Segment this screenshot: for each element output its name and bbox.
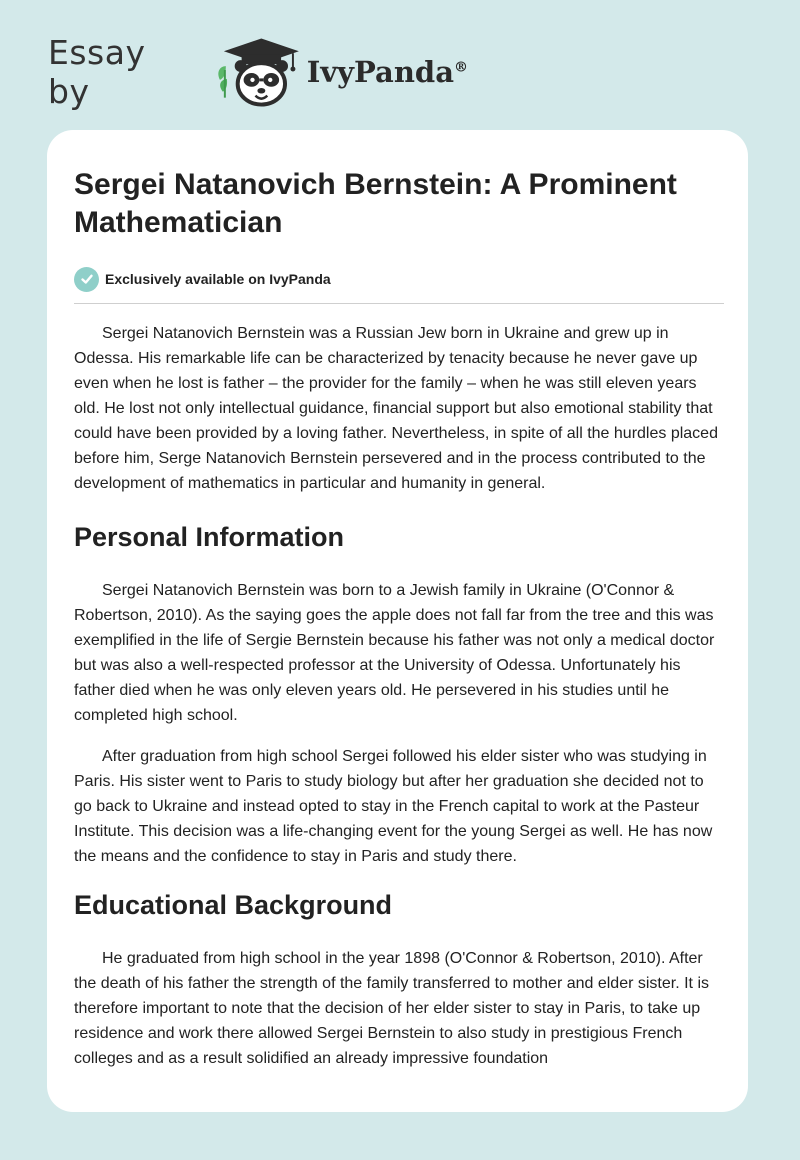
body-paragraph: Sergei Natanovich Bernstein was born to a Jewish family in Ukraine (O'Connor & Robertson, 2010). As the saying goes the apple does not fall far from the tree and this was exemplified in the life of Sergie Bernstein because his father was not only a medical doctor but was also a well-respected professor at the University of Odessa. Unfortunately his father died when he was only eleven years old. He persevered in his studies until he completed high school.	[74, 582, 715, 724]
body-paragraph: After graduation from high school Sergei followed his elder sister who was studying in Paris. His sister went to Paris to study biology but after her graduation she decided not to go back to Ukraine and instead opted to stay in the French capital to work at the Pasteur Institute. This decision was a life-changing event for the young Sergei as well. He has now the means and the confidence to stay in Paris and study there.	[74, 748, 713, 865]
exclusive-badge	[74, 266, 724, 292]
checkmark-icon	[74, 267, 99, 292]
body-paragraph: He graduated from high school in the year 1898 (O'Connor & Robertson, 2010). After the death of his father the strength of the family transferred to mother and elder sister. It is therefore important to note that the decision of her elder sister to stay in Paris, to take up residence and work there allowed Sergei Bernstein to also study in prestigious French colleges and as a result solidified an already impressive foundation	[74, 950, 709, 1067]
panda-logo-icon	[214, 36, 303, 108]
brand-header[interactable]	[48, 33, 468, 111]
brand-prefix: Essay by	[48, 33, 146, 111]
title-divider	[74, 303, 724, 304]
essay-content	[74, 166, 724, 1071]
essay-card	[47, 130, 748, 1112]
essay-title: Sergei Natanovich Bernstein: A Prominent Mathematician	[74, 168, 677, 239]
intro-paragraph: Sergei Natanovich Bernstein was a Russian Jew born in Ukraine and grew up in Odessa. His remarkable life can be characterized by tenacity because he never gave up even when he lost is father – the provider for the family – when he was still eleven years old. He lost not only intellectual guidance, financial support but also emotional stability that could have been provided by a loving father. Nevertheless, in spite of all the hurdles placed before him, Serge Natanovich Bernstein persevered and in the process contributed to the development of mathematics in particular and humanity in general.	[74, 325, 718, 492]
section-heading-personal-information: Personal Information	[74, 522, 345, 552]
exclusive-badge-label: Exclusively available on IvyPanda	[105, 271, 331, 287]
brand-name: IvyPanda®	[306, 55, 468, 89]
registered-mark: ®	[454, 59, 468, 76]
section-heading-educational-background: Educational Background	[74, 890, 393, 920]
